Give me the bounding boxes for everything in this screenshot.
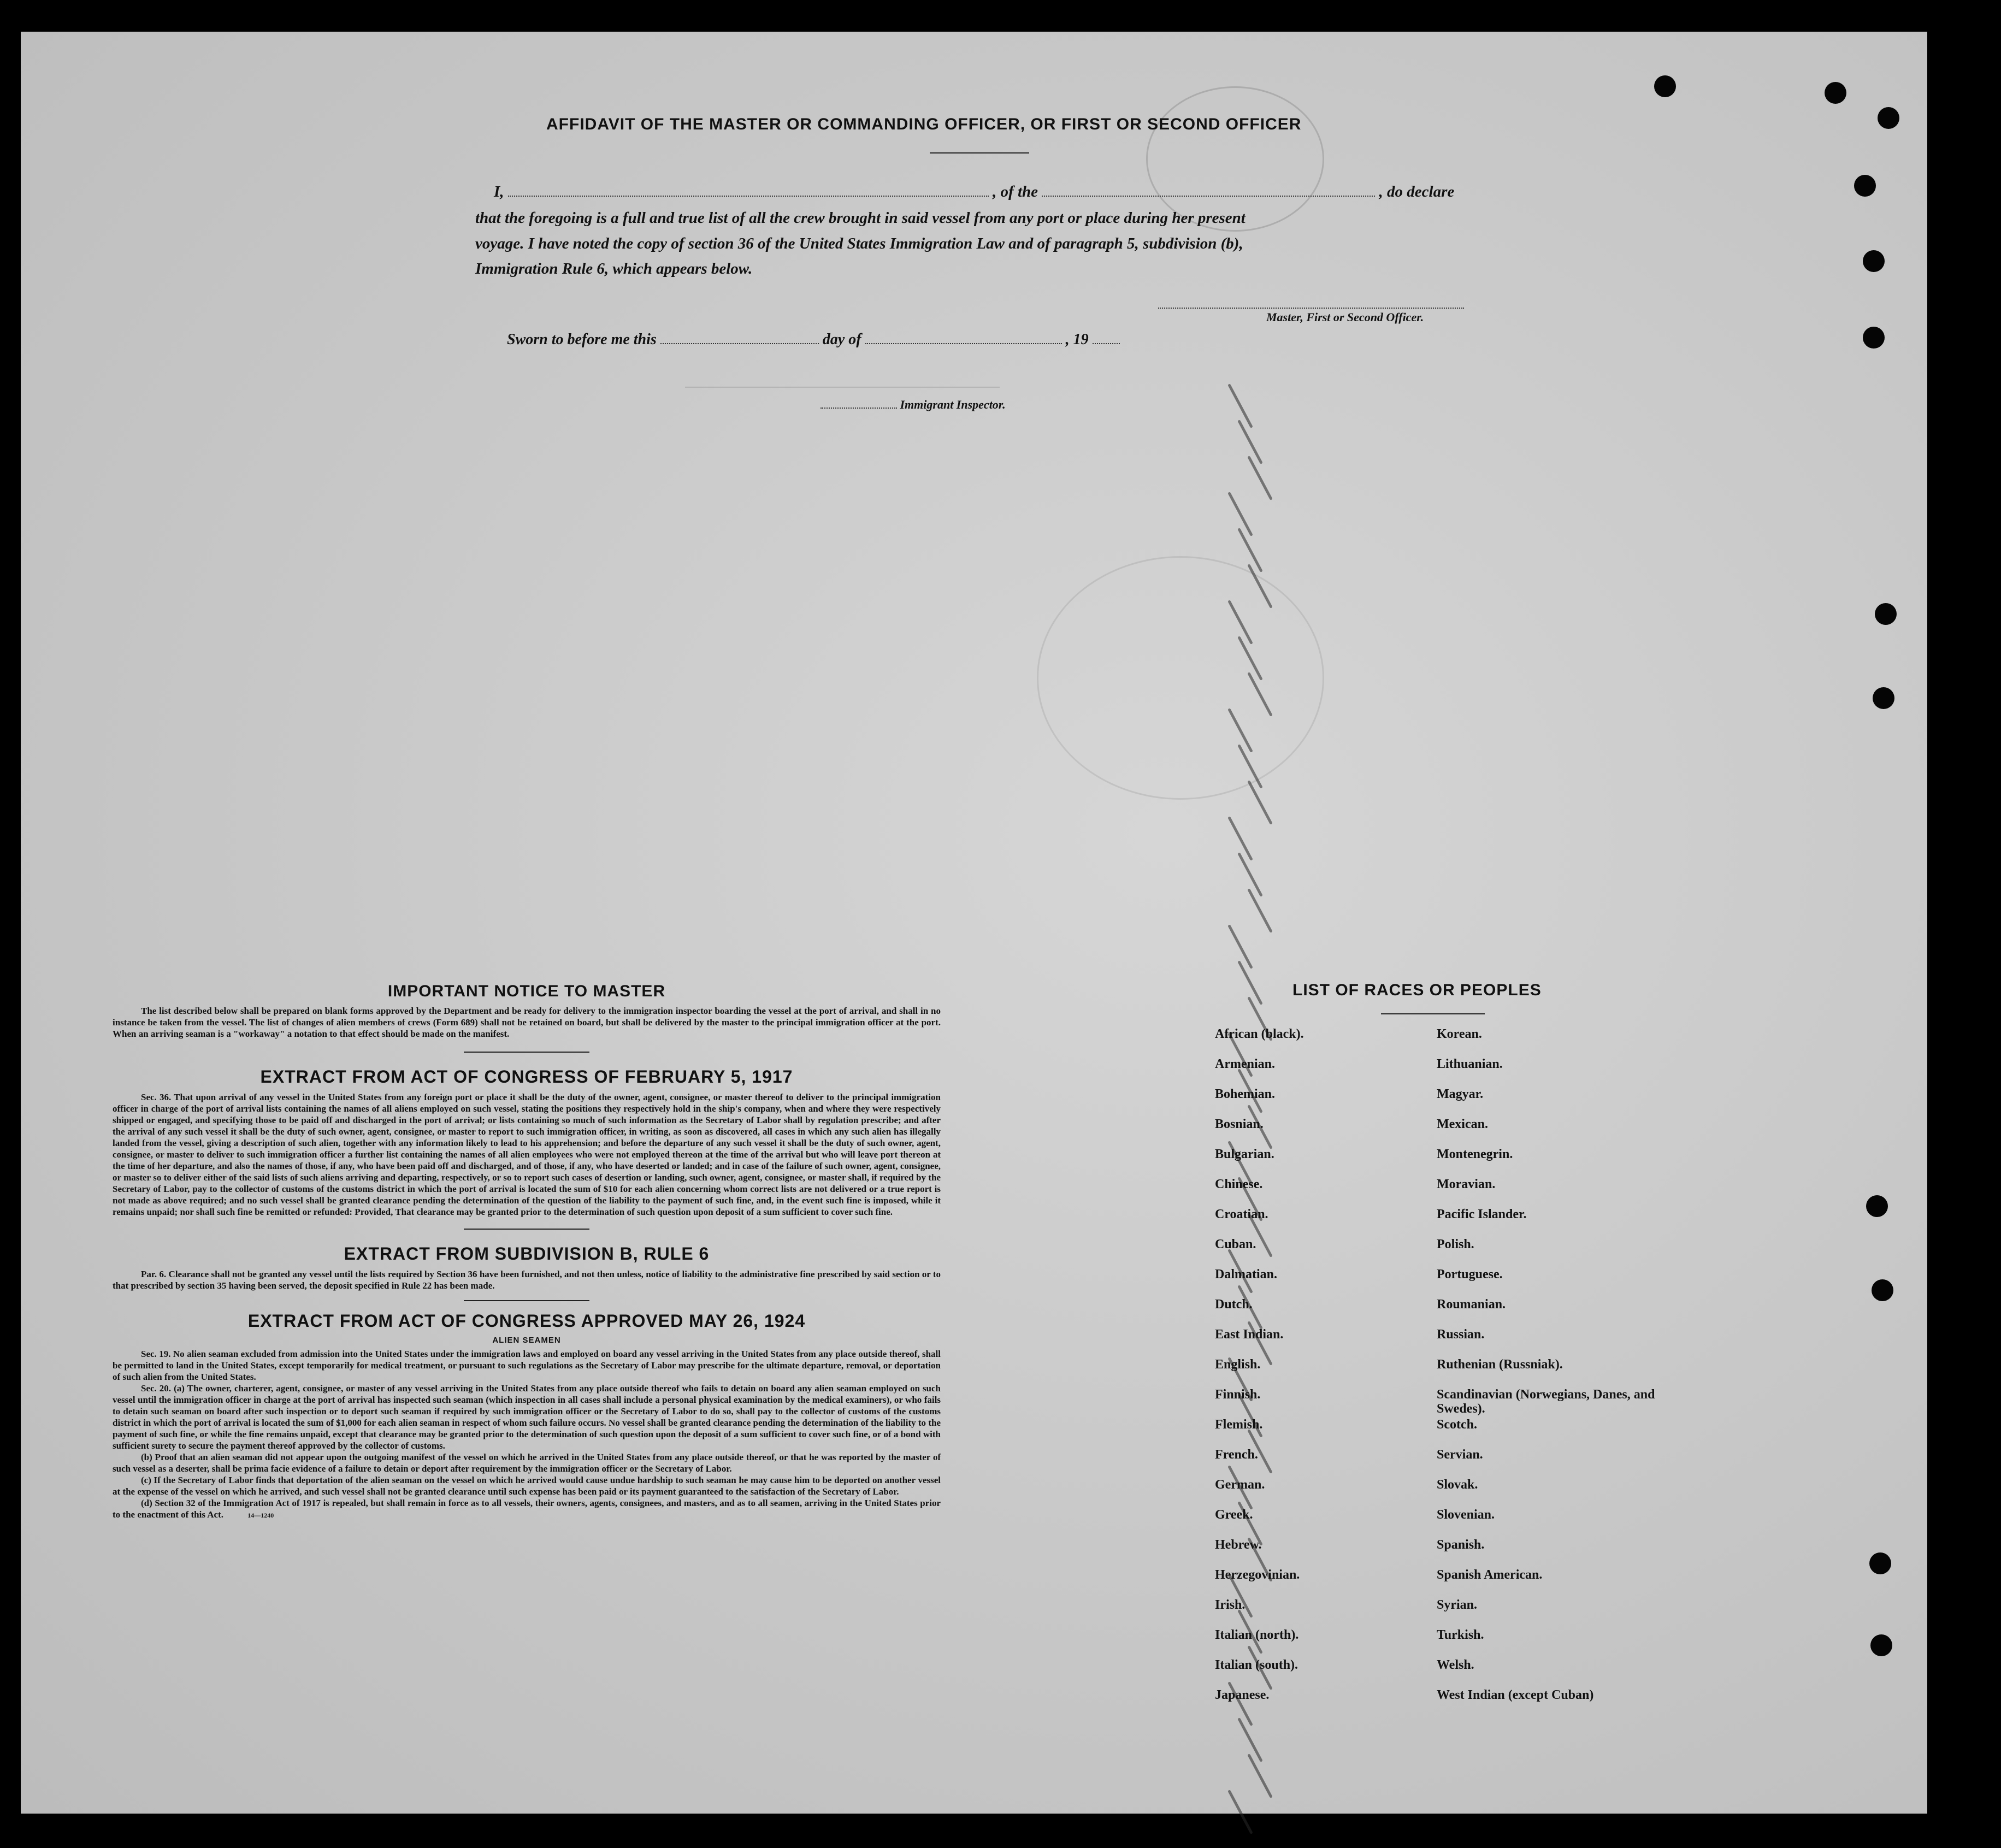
sec36-text: Sec. 36. That upon arrival of any vessel in the United States from any foreign port or place it shall be the duty of the owner, agent, consignee, or master thereof to deliver to the principal immigration officer in charge of the port of arrival lists containing the names of all aliens employed on such vessel, stating the positions they respectively hold in the ship's company, when and where they were respectively shipped or engaged, and specifying those to be paid off and discharged in the port of arrival; or lists containing so much of such information as the Secretary of Labor shall by regulation prescribe; and after the arrival of any such vessel it shall be the duty of such owner, agent, consignee, or master to report to such immigration officer, in writing, as soon as discovered, all cases in which any such alien has illegally landed from the vessel, giving a description of such alien, together with any information likely to lead to his apprehension; and before the departure of any such vessel it shall be the duty of such owner, agent, consignee, or master to deliver to such immigration officer a further list containing the names of all alien employees who were not employed thereon at the time of the arrival but who will leave port thereon at the time of her departure, and also the names of those, if any, who have been paid off and discharged, and of those, if any, who have deserted or landed; and in case of the failure of such owner, agent, consignee, or master so to deliver either of the said lists of such aliens arriving and departing, respectively, or so to report such cases of desertion or landing, such owner, agent, consignee, or master shall, if required by the Secretary of Labor, pay to the collector of customs of the customs district in which the port of arrival is located the sum of $10 for each alien concerning whom correct lists are not delivered or a true report is not made as above required; and no such vessel shall be granted clearance pending the determination of the question of the liability to the payment of such fine, and, in the event such fine is imposed, while it remains unpaid; nor shall such fine be remitted or refunded: Provided, That clearance may be granted prior to the determination of such question upon deposit of a sum sufficient to cover such fine. [113,1092,941,1217]
binder-hole [1870,1634,1892,1656]
i-label: I, [494,183,504,200]
binder-hole [1875,603,1897,625]
subdivision-body [113,1268,941,1291]
sworn-label: Sworn to before me this [507,331,657,348]
notice-body [113,1005,941,1040]
race-item: Polish. [1437,1237,1474,1251]
extract-1924-body [113,1348,941,1521]
sec20c-text: (c) If the Secretary of Labor finds that deportation of the alien seaman on the vessel on which he arrived would cause undue hardship to such seaman he may cause him to be deported on another vessel at the expense of the vessel on which he arrived, and such vessel shall not be granted clearance until such expense has been paid or its payment guaranteed to the satisfaction of the Secretary of Labor. [113,1475,941,1497]
race-item: Bulgarian. [1215,1147,1274,1161]
race-item: Italian (north). [1215,1628,1299,1642]
signature-line[interactable] [1158,308,1464,309]
race-item: Spanish. [1437,1538,1485,1552]
race-item: Portuguese. [1437,1267,1503,1282]
race-item: Greek. [1215,1508,1253,1522]
race-item: English. [1215,1357,1261,1372]
subdivision-title: EXTRACT FROM SUBDIVISION B, RULE 6 [344,1244,710,1264]
binder-hole [1866,1195,1888,1217]
name-field[interactable] [508,196,989,197]
form-number: 14—1240 [247,1512,274,1519]
race-item: Moravian. [1437,1177,1496,1191]
race-item: Russian. [1437,1327,1485,1342]
race-item: Irish. [1215,1598,1246,1612]
sec20d-text [113,1497,941,1521]
race-item: Syrian. [1437,1598,1478,1612]
race-item: African (black). [1215,1027,1304,1041]
race-item: Dalmatian. [1215,1267,1277,1282]
inspector-line [821,398,1006,412]
affidavit-title: AFFIDAVIT OF THE MASTER OR COMMANDING OFFICER, OR FIRST OR SECOND OFFICER [546,115,1302,133]
do-declare-label: , do declare [1379,183,1455,200]
race-item: Korean. [1437,1027,1482,1041]
notice-text: The list described below shall be prepared on blank forms approved by the Department and be ready for delivery to the immigration inspector boarding the vessel at the port of arrival, and shall in no instance be taken from the vessel. The list of changes of alien members of crews (Form 689) shall not be retained on board, but shall be delivered by the master to the principal immigration officer at the port. When an arriving seaman is a "workaway" a notation to that effect should be made on the manifest. [113,1006,941,1039]
sworn-line [507,331,1120,349]
race-item: Scotch. [1437,1418,1477,1432]
races-rule [1381,1013,1485,1014]
race-item: Hebrew. [1215,1538,1262,1552]
signature-label: Master, First or Second Officer. [1266,310,1424,324]
year-label: , 19 [1065,331,1089,348]
day-of-label: day of [822,331,861,348]
race-item: Bosnian. [1215,1117,1264,1131]
sec20d-body: (d) Section 32 of the Immigration Act of 1917 is repealed, but shall remain in force as to all vessels, their owners, agents, consignees, and masters, and as to all seamen, arriving in the United States prior to the enactment of this Act. [113,1498,941,1520]
race-item: Spanish American. [1437,1568,1543,1582]
race-item: Slovenian. [1437,1508,1495,1522]
race-item: Scandinavian (Norwegians, Danes, and Swedes). [1437,1388,1655,1416]
inspector-label: Immigrant Inspector. [900,398,1006,411]
race-item: Slovak. [1437,1478,1478,1492]
affidavit-line1 [494,183,1454,201]
race-item: Japanese. [1215,1688,1270,1702]
title-rule [930,152,1029,153]
race-item: Cuban. [1215,1237,1256,1251]
binder-hole [1825,82,1846,104]
race-item: Finnish. [1215,1388,1261,1402]
race-item: East Indian. [1215,1327,1284,1342]
hatch-mark [1227,1790,1253,1834]
race-item: Mexican. [1437,1117,1488,1131]
sec20b-text: (b) Proof that an alien seaman did not appear upon the outgoing manifest of the vessel on which he arrived in the United States from any place outside thereof, or that he was reported by the master of such vessel as a deserter, shall be prima facie evidence of a failure to detain or deport after requirement by the immigration officer or the Secretary of Labor. [113,1452,941,1474]
race-item: Magyar. [1437,1087,1484,1101]
sec20a-text: Sec. 20. (a) The owner, charterer, agent, consignee, or master of any vessel arriving in the United States from any place outside thereof who fails to detain on board any alien seaman employed on such vessel until the immigration officer in charge at the port of arrival has inspected such seaman (which inspection in all cases shall include a personal physical examination by the medical examiners), or who fails to detain such seaman on board after such inspection or to deport such seaman if required by such immigration officer or the Secretary of Labor to do so, shall pay to the collector of customs of the customs district in which the port of arrival is located the sum of $1,000 for each alien seaman in respect of whom such failure occurs. No vessel shall be granted clearance pending the determination of the liability to the payment of such fine, or while the fine remains unpaid, except that clearance may be granted prior to the determination of such question upon the deposit of a sum sufficient to cover such fine, or of a bond with sufficient surety to secure the payment thereof approved by the collector of customs. [113,1383,941,1451]
inspector-dots [821,408,897,409]
binder-hole [1869,1552,1891,1574]
race-item: Flemish. [1215,1418,1263,1432]
affidavit-line2: that the foregoing is a full and true list of all the crew brought in said vessel from any port or place during her present [475,209,1246,227]
affidavit-line3: voyage. I have noted the copy of section 36 of the United States Immigration Law and of paragraph 5, subdivision (b), [475,235,1243,252]
race-item: Croatian. [1215,1207,1268,1221]
race-item: Servian. [1437,1448,1483,1462]
extract-1924-title: EXTRACT FROM ACT OF CONGRESS APPROVED MAY 26, 1924 [247,1311,806,1331]
extract-1917-rule [464,1229,589,1230]
binder-hole [1878,107,1899,129]
race-item: Welsh. [1437,1658,1474,1672]
sworn-day-field[interactable] [660,343,819,344]
binder-hole [1854,175,1876,197]
races-title: LIST OF RACES OR PEOPLES [1292,981,1542,999]
of-the-label: , of the [993,183,1038,200]
binder-hole [1863,327,1885,349]
document-page [21,32,1927,1814]
race-item: Armenian. [1215,1057,1275,1071]
race-item: Montenegrin. [1437,1147,1513,1161]
faint-seal [1037,556,1324,800]
binder-hole [1872,1279,1893,1301]
race-item: Roumanian. [1437,1297,1506,1312]
race-item: Dutch. [1215,1297,1253,1312]
race-item: Herzegovinian. [1215,1568,1300,1582]
race-item: Ruthenian (Russniak). [1437,1357,1563,1372]
alien-seamen-subtitle: ALIEN SEAMEN [492,1336,561,1345]
race-item: Lithuanian. [1437,1057,1503,1071]
binder-hole [1863,250,1885,272]
extract-1917-title: EXTRACT FROM ACT OF CONGRESS OF FEBRUARY 5, 1917 [260,1067,793,1087]
subdivision-rule [464,1300,589,1301]
race-item: French. [1215,1448,1258,1462]
sworn-month-field[interactable] [865,343,1062,344]
left-column [113,982,941,1521]
race-item: Pacific Islander. [1437,1207,1527,1221]
race-item: Italian (south). [1215,1658,1298,1672]
vessel-field[interactable] [1042,196,1375,197]
race-item: West Indian (except Cuban) [1437,1688,1594,1702]
par6-text: Par. 6. Clearance shall not be granted any vessel until the lists required by Section 36 have been furnished, and not then unless, notice of liability to the administrative fine prescribed by said section or to that prescribed by section 35 having been served, the deposit specified in Rule 22 has been made. [113,1269,941,1291]
sec19-text: Sec. 19. No alien seaman excluded from admission into the United States under the immigration laws and employed on board any vessel arriving in the United States from any place outside thereof, shall be permitted to land in the United States, except temporarily for medical treatment, or pursuant to such regulations as the Secretary of Labor may prescribe for the ultimate departure, removal, or deportation of such alien from the United States. [113,1349,941,1382]
race-item: Turkish. [1437,1628,1484,1642]
binder-hole [1873,687,1894,709]
extract-1917-body [113,1091,941,1218]
race-item: Chinese. [1215,1177,1263,1191]
affidavit-line4: Immigration Rule 6, which appears below. [475,260,753,278]
binder-hole [1654,75,1676,97]
notice-title: IMPORTANT NOTICE TO MASTER [387,982,666,1000]
race-item: Bohemian. [1215,1087,1276,1101]
notice-rule [464,1052,589,1053]
race-item: German. [1215,1478,1265,1492]
sworn-year-field[interactable] [1093,343,1120,344]
